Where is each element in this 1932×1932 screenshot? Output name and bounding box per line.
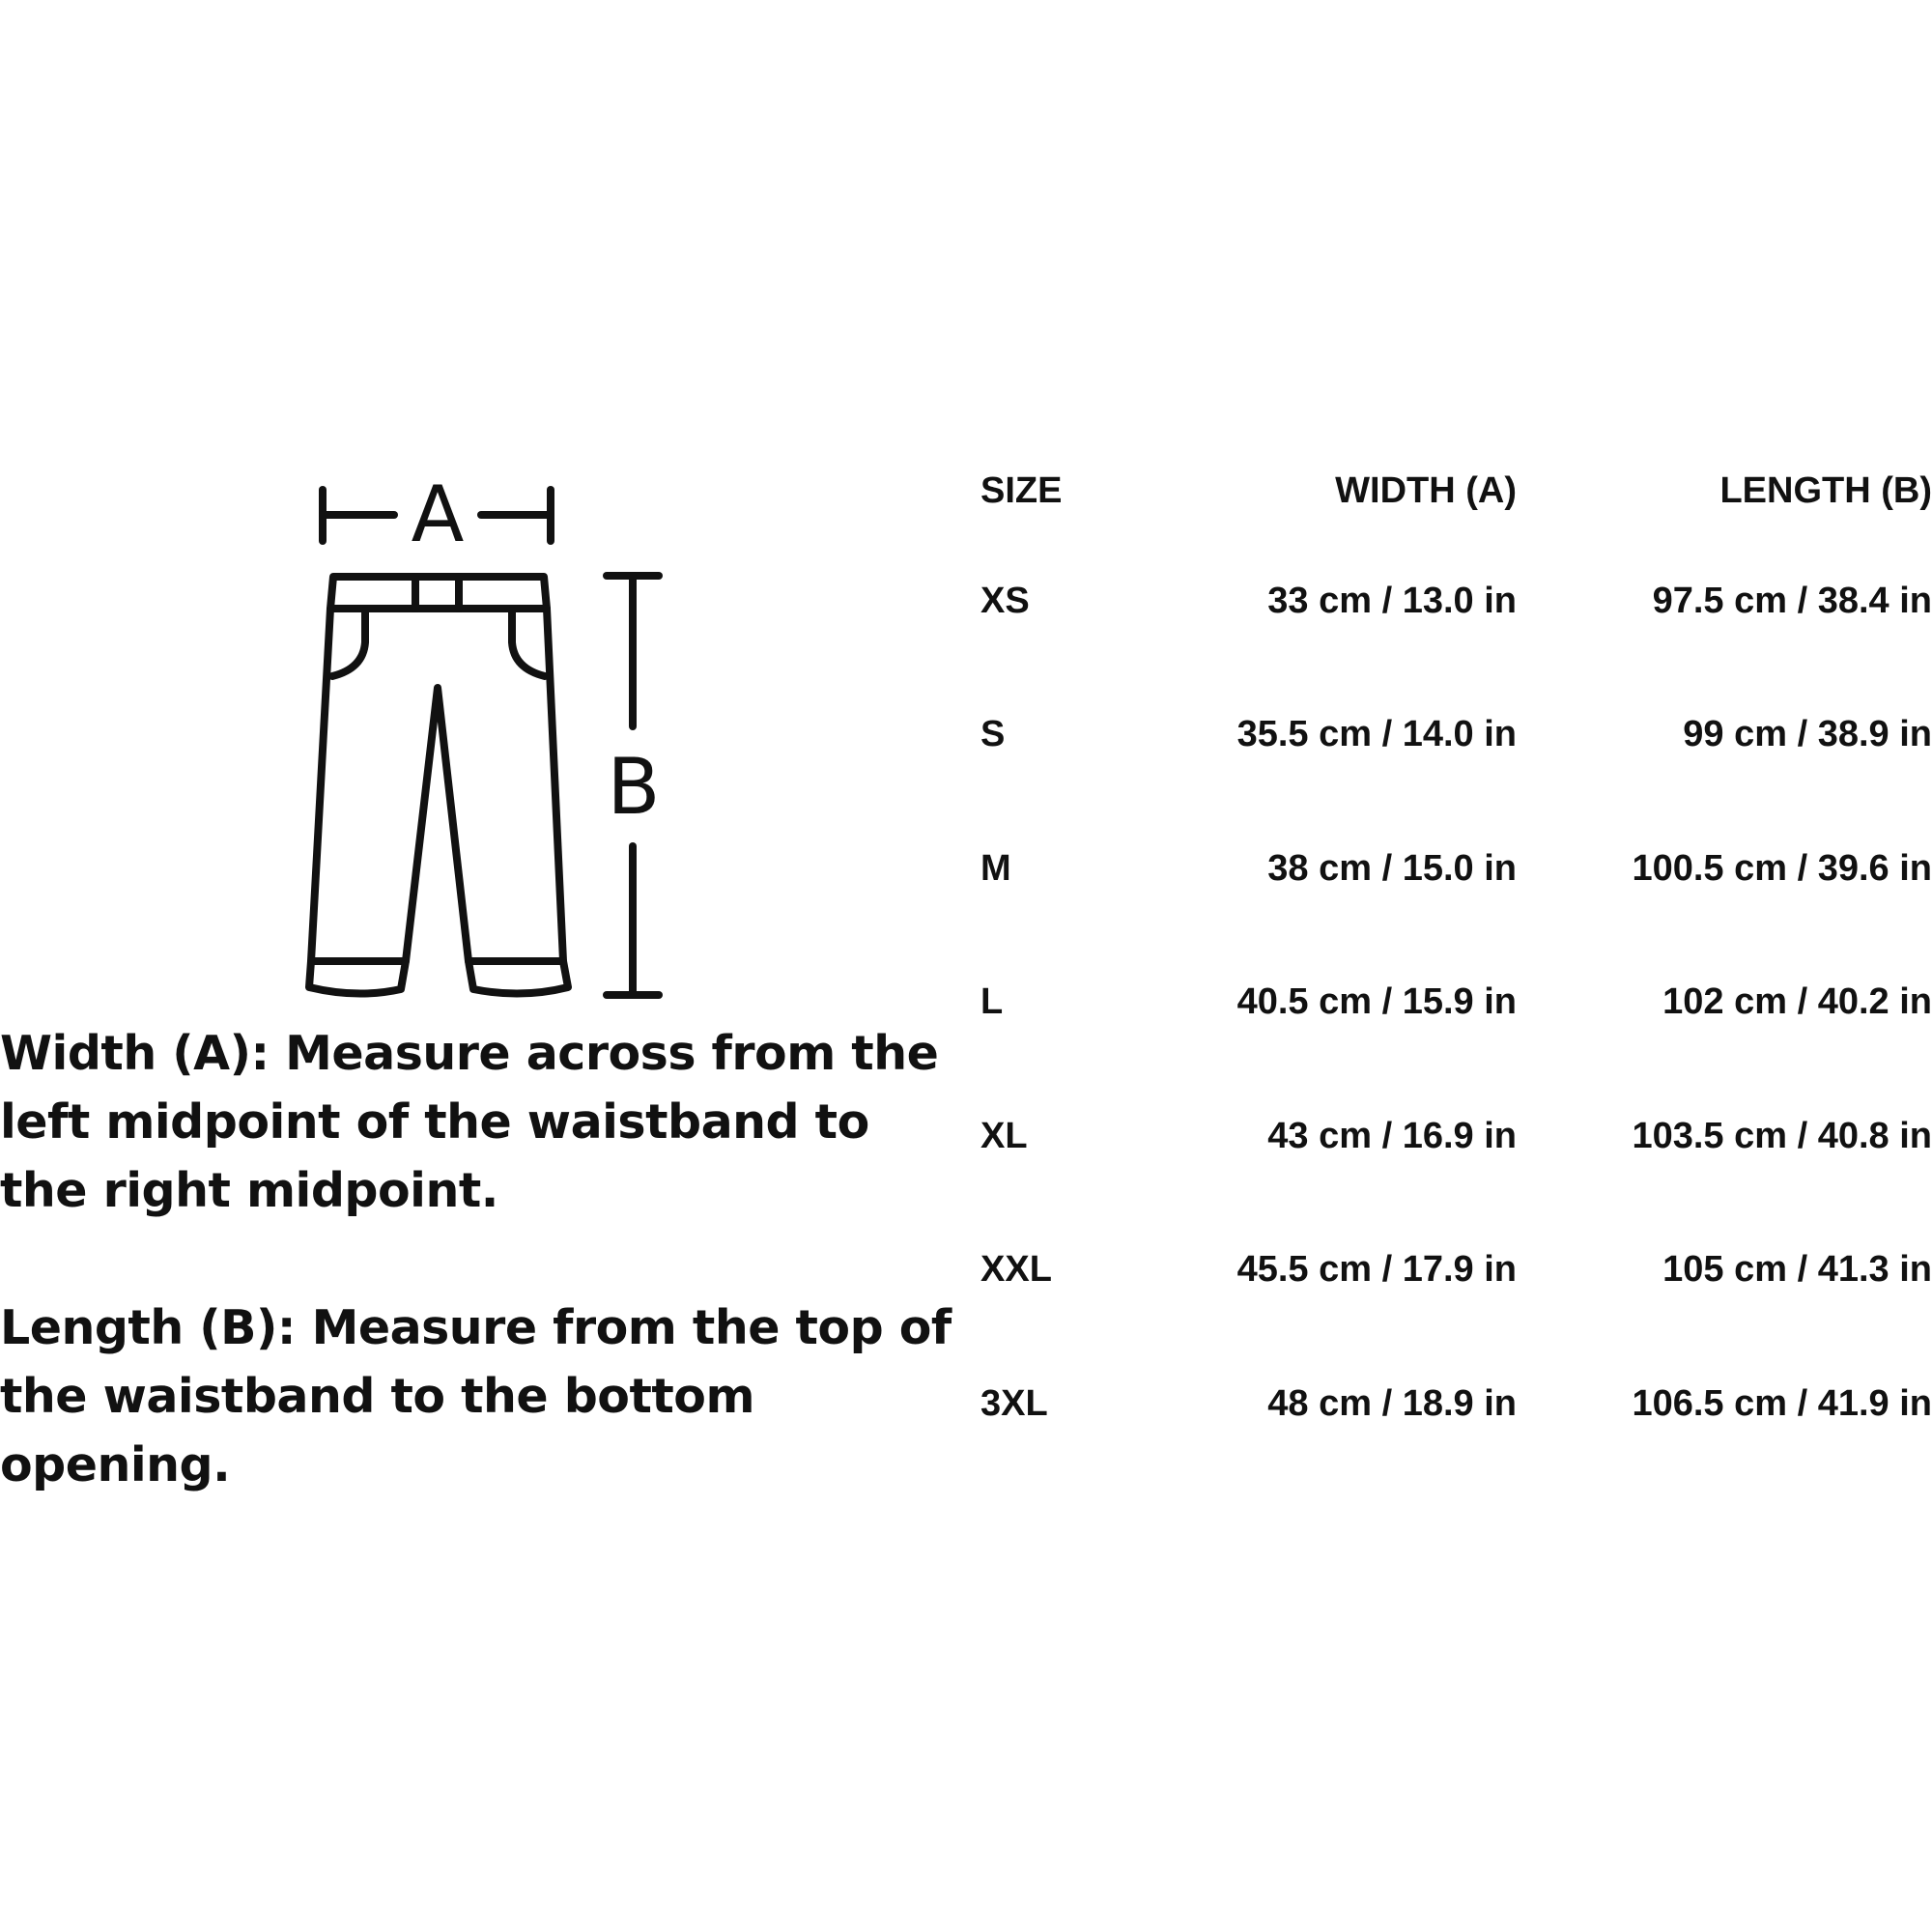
left-cuff-icon (309, 961, 406, 994)
table-row (980, 534, 1932, 668)
width-cell: 35.5 cm / 14.0 in (1236, 714, 1517, 755)
length-cell: 106.5 cm / 41.9 in (1632, 1382, 1932, 1424)
length-cell: 97.5 cm / 38.4 in (1652, 580, 1932, 621)
table-row (980, 1337, 1932, 1471)
size-cell: S (980, 714, 1006, 755)
size-cell: L (980, 981, 1004, 1023)
length-cell: 103.5 cm / 40.8 in (1632, 1115, 1932, 1156)
width-cell: 33 cm / 13.0 in (1267, 580, 1517, 621)
size-cell: XS (980, 580, 1030, 621)
table-row (980, 802, 1932, 936)
width-cell: 48 cm / 18.9 in (1267, 1382, 1517, 1424)
size-cell: M (980, 847, 1011, 889)
header-length: LENGTH (B) (1719, 470, 1932, 511)
size-cell: XL (980, 1115, 1028, 1156)
table-row (980, 1204, 1932, 1338)
header-width: WIDTH (A) (1335, 470, 1517, 511)
length-cell: 99 cm / 38.9 in (1683, 714, 1932, 755)
header-size: SIZE (980, 470, 1063, 511)
table-row (980, 1069, 1932, 1204)
table-row (980, 668, 1932, 803)
right-cuff-icon (469, 961, 568, 994)
pants-outline-icon (311, 609, 563, 961)
table-row (980, 936, 1932, 1070)
width-cell: 38 cm / 15.0 in (1267, 847, 1517, 889)
label-b: B (607, 742, 661, 832)
length-cell: 102 cm / 40.2 in (1662, 981, 1932, 1023)
pants-measurement-icon (290, 473, 696, 1005)
pants-diagram (290, 473, 696, 1005)
size-chart-table (980, 470, 1932, 1471)
length-cell: 105 cm / 41.3 in (1662, 1249, 1932, 1291)
width-instruction: Width (A): Measure across from the left midpoint of the waistband to the right midpoint. (0, 1026, 939, 1218)
width-cell: 43 cm / 16.9 in (1267, 1115, 1517, 1156)
width-cell: 40.5 cm / 15.9 in (1236, 981, 1517, 1023)
table-header-row (980, 470, 1932, 534)
right-pocket-icon (512, 611, 545, 676)
width-cell: 45.5 cm / 17.9 in (1236, 1249, 1517, 1291)
length-cell: 100.5 cm / 39.6 in (1632, 847, 1932, 889)
left-pocket-icon (332, 611, 365, 676)
size-cell: XXL (980, 1249, 1052, 1291)
length-instruction: Length (B): Measure from the top of the waistband to the bottom opening. (0, 1300, 952, 1492)
measurement-instructions (0, 1019, 956, 1568)
size-cell: 3XL (980, 1382, 1048, 1424)
label-a: A (411, 473, 465, 559)
waistband-icon (330, 577, 547, 609)
